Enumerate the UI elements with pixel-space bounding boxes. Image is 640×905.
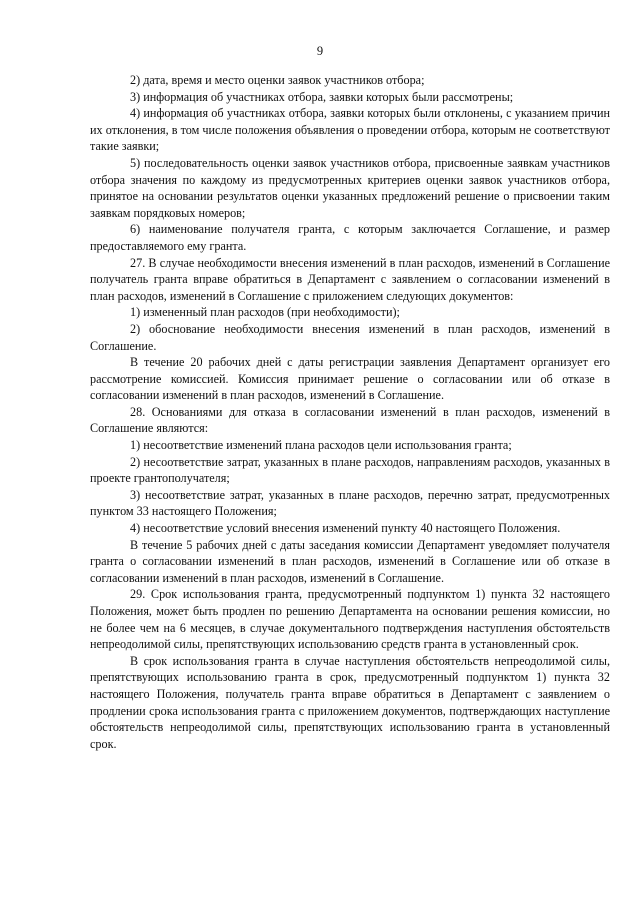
clause-29-extension-paragraph: В срок использования гранта в случае наступления обстоятельств непреодолимой силы, препятствующих использованию гранта в срок, предусмотренный подпунктом 1) пункта 32 настоящего Положения, получатель гранта вправе обратиться в Департамент с заявлением о продлении срока использования гранта с приложением документов, подтверждающих наступление обстоятельств непреодолимой силы, препятствующих использованию гранта в установленный срок. xyxy=(90,653,610,751)
list-item-3: 3) информация об участниках отбора, заявки которых были рассмотрены; xyxy=(130,89,514,104)
clause-28-item-1: 1) несоответствие изменений плана расходов цели использования гранта; xyxy=(130,438,512,453)
list-item-6: 6) наименование получателя гранта, с которым заключается Соглашение, и размер предоставляемого ему гранта. xyxy=(90,222,610,253)
clause-28-item-2: 2) несоответствие затрат, указанных в плане расходов, направлениям расходов, указанных в проекте грантополучателя; xyxy=(90,454,610,486)
clause-27-item-2: 2) обоснование необходимости внесения изменений в план расходов, изменений в Соглашение. xyxy=(90,321,610,353)
clause-27-item-1: 1) измененный план расходов (при необходимости); xyxy=(130,305,400,320)
clause-28: 28. Основаниями для отказа в согласовании изменений в план расходов, изменений в Соглашение являются: xyxy=(90,404,610,436)
page-number: 9 xyxy=(316,44,324,58)
list-item-5: 5) последовательность оценки заявок участников отбора, присвоенные заявкам участников отбора значения по каждому из предусмотренных критериев оценки заявок участников отбора, принятое на основании результатов оценки указанных предложений решение о присвоении таким заявкам порядковых номеров; xyxy=(90,155,610,220)
clause-28-item-3: 3) несоответствие затрат, указанных в плане расходов, перечню затрат, предусмотренных пунктом 33 настоящего Положения; xyxy=(90,487,610,519)
clause-27: 27. В случае необходимости внесения изменений в план расходов, изменений в Соглашение получатель гранта вправе обратиться в Департамент с заявлением о согласовании изменений в план расходов, изменений в Соглашение с приложением следующих документов: xyxy=(90,255,610,303)
list-item-2: 2) дата, время и место оценки заявок участников отбора; xyxy=(130,73,425,87)
list-item-4: 4) информация об участниках отбора, заявки которых были отклонены, с указанием причин их отклонения, в том числе положения объявления о проведении отбора, которым не соответствуют такие заявки; xyxy=(90,106,610,154)
clause-28-item-4: 4) несоответствие условий внесения изменений пункту 40 настоящего Положения. xyxy=(130,521,561,536)
document-body xyxy=(90,72,610,752)
clause-27-review-paragraph: В течение 20 рабочих дней с даты регистрации заявления Департамент организует его рассмотрение комиссией. Комиссия принимает решение о согласовании или об отказе в согласовании изменений в план расходов, изменений в Соглашение. xyxy=(90,355,610,403)
clause-29: 29. Срок использования гранта, предусмотренный подпунктом 1) пункта 32 настоящего Положения, может быть продлен по решению Департамента на основании решения комиссии, но не более чем на 6 месяцев, в случае документального подтверждения наступления обстоятельств непреодолимой силы, препятствующих использованию средств гранта в установленный срок. xyxy=(90,587,610,652)
clause-28-notice-paragraph: В течение 5 рабочих дней с даты заседания комиссии Департамент уведомляет получателя гранта о согласовании изменений в план расходов, изменений в Соглашение или об отказе в согласовании изменений в план расходов, изменений в Соглашение. xyxy=(90,537,610,585)
